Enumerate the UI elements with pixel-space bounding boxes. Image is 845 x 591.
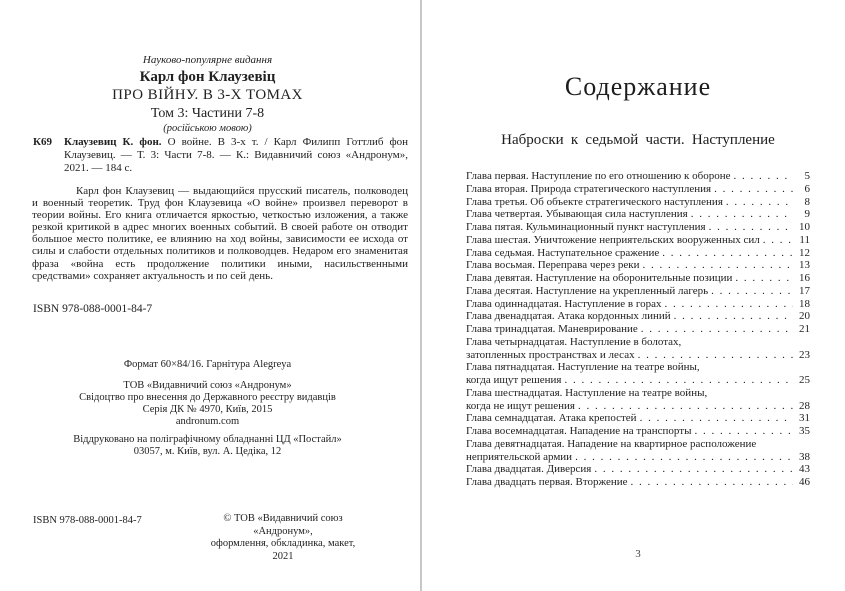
dot-leader: [643, 259, 793, 272]
toc-page-number: 18: [799, 297, 810, 310]
toc-row: [466, 183, 810, 196]
dot-leader: [640, 412, 793, 425]
toc-entry-text: Глава четырнадцатая. Наступление в болотах,: [466, 335, 682, 348]
dot-leader: [594, 463, 793, 476]
toc-page-number: 25: [799, 374, 810, 386]
toc-page-number: 5: [804, 170, 810, 182]
dot-leader: [578, 400, 793, 413]
toc-row: [466, 451, 810, 464]
dot-leader: [735, 272, 793, 285]
publisher-block: [20, 380, 395, 428]
dot-leader: [691, 208, 793, 221]
toc-entry-text: неприятельской армии: [466, 450, 573, 463]
toc-page-number: 8: [804, 195, 810, 208]
book-title: ПРО ВІЙНУ. В 3-Х ТОМАХ: [112, 87, 303, 103]
right-page: [422, 0, 845, 591]
toc-row: [466, 387, 810, 400]
toc-page-number: 6: [804, 182, 810, 195]
publisher-line: Серія ДК № 4970, Київ, 2015: [142, 404, 273, 415]
toc-entry-text: Глава пятая. Кульминационный пункт наступления: [466, 221, 706, 233]
toc-entry-text: Глава девятая. Наступление на оборонительные позиции: [466, 272, 733, 284]
print-line: Віддруковано на поліграфічному обладнанні ЦД «Постайл»: [73, 434, 342, 445]
toc-row: [466, 438, 810, 451]
toc-entry-text: Глава восьмая. Переправа через реки: [466, 259, 640, 272]
toc-page-number: 9: [804, 208, 810, 221]
toc-row: [466, 259, 810, 272]
toc-row: [466, 272, 810, 285]
toc-page-number: 31: [799, 412, 810, 425]
copyright-line: оформлення, обкладинка, макет, 2021: [210, 538, 356, 562]
toc-entry-text: затопленных пространствах и лесах: [466, 348, 635, 361]
toc-row: [466, 323, 810, 336]
toc-page-number: 13: [799, 259, 810, 272]
toc-page-number: 43: [799, 463, 810, 476]
page-number: 3: [635, 548, 641, 560]
dot-leader: [714, 183, 793, 196]
dot-leader: [664, 298, 793, 311]
toc-row: [466, 310, 810, 323]
toc-row: [466, 196, 810, 209]
toc-page-number: 23: [799, 348, 810, 361]
toc-page-number: 46: [799, 476, 810, 488]
toc-entry-text: когда ищут решения: [466, 374, 562, 386]
toc-entry-text: Глава тринадцатая. Маневрирование: [466, 323, 638, 335]
toc-page-number: 17: [799, 284, 810, 297]
title-block: [20, 54, 395, 135]
toc-page-number: 28: [799, 399, 810, 412]
toc-page-number: 35: [799, 425, 810, 437]
left-page: [0, 0, 420, 591]
toc-entry-text: Глава третья. Об объекте стратегического наступления: [466, 195, 723, 208]
toc-row: [466, 170, 810, 183]
toc-page-number: 38: [799, 450, 810, 463]
toc-entry-text: Глава седьмая. Наступательное сражение: [466, 246, 660, 259]
toc-row: [466, 349, 810, 362]
toc-entry-text: Глава четвертая. Убывающая сила наступления: [466, 208, 688, 221]
print-block: [20, 434, 395, 458]
publisher-line: ТОВ «Видавничий союз «Андронум»: [123, 380, 292, 391]
toc-entry-text: Глава двадцать первая. Вторжение: [466, 476, 628, 488]
toc-page-number: 11: [799, 233, 810, 246]
toc-entry-text: Глава шестнадцатая. Наступление на театре войны,: [466, 386, 708, 399]
toc-page-number: 12: [799, 246, 810, 259]
catalog-entry: [33, 136, 408, 174]
toc-row: [466, 285, 810, 298]
toc-entry-text: Глава восемнадцатая. Нападение на транспорты: [466, 425, 692, 437]
toc-entry-text: когда не ищут решения: [466, 399, 575, 412]
dot-leader: [711, 285, 793, 298]
toc-entry-text: Глава вторая. Природа стратегического наступления: [466, 182, 712, 195]
toc-entry-text: Глава двенадцатая. Атака кордонных линий: [466, 310, 671, 323]
toc-row: [466, 247, 810, 260]
isbn: ISBN 978-088-0001-84-7: [33, 303, 153, 315]
toc-row: [466, 374, 810, 387]
dot-leader: [674, 310, 793, 323]
toc-entry-text: Глава семнадцатая. Атака крепостей: [466, 412, 637, 425]
toc-entry-text: Глава первая. Наступление по его отношению к обороне: [466, 170, 731, 182]
toc-entry-text: Глава пятнадцатая. Наступление на театре войны,: [466, 361, 700, 374]
toc-row: [466, 208, 810, 221]
catalog-code: К69: [33, 136, 52, 148]
toc-section-title: Наброски к седьмой части. Наступление: [501, 132, 775, 148]
toc-row: [466, 412, 810, 425]
toc-row: [466, 425, 810, 438]
format-line: Формат 60×84/16. Гарнітура Alegreya: [123, 359, 292, 370]
toc-list: [466, 170, 810, 489]
copyright-line: © ТОВ «Видавничий союз «Андронум»,: [223, 513, 343, 537]
dot-leader: [734, 170, 794, 183]
dot-leader: [709, 221, 793, 234]
language-note: (російською мовою): [163, 123, 252, 134]
catalog-description: О войне. В 3-х т. / Карл Филипп Готтлиб фон Клаузевиц. — Т. 3: Части 7-8. — К.: Видавничий союз «Андронум», 2021. — 184 с.: [64, 136, 408, 174]
toc-row: [466, 463, 810, 476]
publisher-line: Свідоцтво про внесення до Державного реєстру видавців: [79, 392, 336, 403]
dot-leader: [641, 323, 793, 336]
toc-entry-text: Глава шестая. Уничтожение неприятельских вооруженных сил: [466, 233, 760, 246]
footer-isbn: ISBN 978-088-0001-84-7: [33, 515, 142, 526]
dot-leader: [763, 234, 793, 247]
annotation: Карл фон Клаузевиц — выдающийся прусский писатель, полководец и военный теоретик. Труд фон Клаузевица «О войне» произвел переворот в теории войны. Его книга отличается яркостью, четкостью изложения, а также резкой критикой в адрес многих военных событий. В своей работе он отводит большое место политике, ее влиянию на ход войны, зависимости ее исхода от силы и слабости отдельных политиков и полководцев. Недаром его знаменитая фраза «война есть продолжение политики иными, насильственными средствами» сохраняет актуальность и по сей день.: [32, 185, 408, 282]
copyright: [205, 513, 361, 563]
volume-title: Том 3: Частини 7-8: [150, 106, 265, 121]
toc-entry-text: Глава одиннадцатая. Наступление в горах: [466, 297, 662, 310]
dot-leader: [662, 247, 793, 260]
toc-page-number: 20: [799, 310, 810, 323]
toc-heading: Содержание: [564, 72, 712, 101]
toc-entry-text: Глава десятая. Наступление на укрепленный лагерь: [466, 284, 709, 297]
dot-leader: [631, 476, 793, 489]
dot-leader: [564, 374, 793, 387]
toc-page-number: 16: [799, 272, 810, 284]
toc-row: [466, 476, 810, 489]
toc-row: [466, 221, 810, 234]
book-author: Карл фон Клаузевіц: [139, 69, 276, 85]
print-line: 03057, м. Київ, вул. А. Цедіка, 12: [133, 446, 282, 457]
toc-page-number: 21: [799, 323, 810, 335]
catalog-lead: Клаузевиц К. фон.: [64, 136, 162, 148]
dot-leader: [638, 349, 793, 362]
toc-row: [466, 234, 810, 247]
toc-row: [466, 336, 810, 349]
toc-entry-text: Глава девятнадцатая. Нападение на квартирное расположение: [466, 437, 757, 450]
dot-leader: [726, 196, 793, 209]
toc-row: [466, 400, 810, 413]
edition-note: Науково-популярне видання: [142, 54, 273, 66]
dot-leader: [575, 451, 793, 464]
toc-entry-text: Глава двадцатая. Диверсия: [466, 463, 592, 476]
catalog-text: [64, 136, 408, 174]
publisher-line: andronum.com: [175, 416, 240, 427]
toc-page-number: 10: [799, 221, 810, 233]
toc-row: [466, 298, 810, 311]
dot-leader: [694, 425, 793, 438]
toc-row: [466, 361, 810, 374]
